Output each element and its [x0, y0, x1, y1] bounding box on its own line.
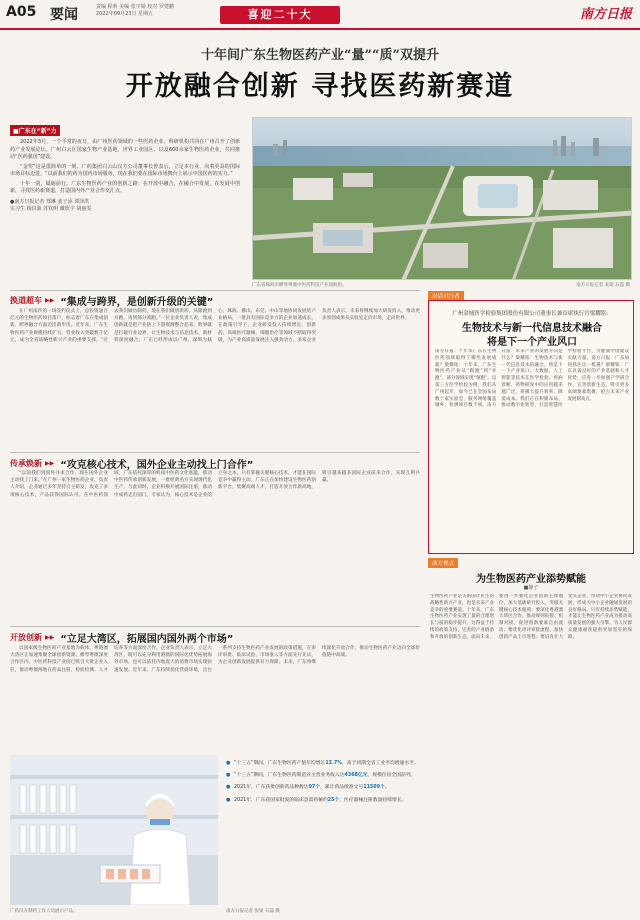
fact-text: ，累计药品批准文号: [320, 785, 364, 791]
interview-text: 南方日报：十年来广东在生物医药领域取得了哪些发展成就？梁耀铭：十年来，广东生物医药产业从“跟跑”到“并跑”，部分领域实现“领跑”。以第三方医学检验为例，我们从广州起步，如今已在全国布局数十家实验室，服务网络覆盖城乡，检测项目数千项。南方日报：未来产业的发展方向是什么？梁耀铭：生物技术与新一代信息技术的融合，将是下一个产业风口。大数据、人工智能等技术在医学检验、疾病诊断、药物研发中的应用越来越广泛，将极大提升效率、降低成本。我们正在积极布局，推动数字化转型，打造智慧医学检验平台，为健康中国建设贡献力量。南方日报：广东如何抓住这一机遇？梁耀铭：广东具备良好的产业基础和人才优势，应进一步加强产学研合作，完善创新生态，吸引更多高端要素集聚，抢占未来产业发展制高点。: [435, 349, 629, 409]
section-text: “以前我们到国外寻求合作，现在国外企业主动找上门来。”在广州一家生物医药企业，负责人介绍，企业通过多年坚持自主研发，攻克了多项核心技术，产品获得国际认可。在中医药领域，广东依托深厚的岭南中医药文化底蕴，推动中医药传承创新发展，一批经典名方实现现代化生产。与此同时，企业积极开展国际注册，推动中成药走出国门。专家认为，核心技术是企业的立身之本，只有掌握关键核心技术，才能在国际竞争中赢得主动。广东正在加快建设生物医药创新平台，集聚高端人才，打造开放合作新高地，吸引越来越多国际企业前来合作，实现互利共赢。: [10, 471, 420, 498]
commentary-author: ■静子: [523, 585, 539, 591]
interview-box: [428, 300, 634, 554]
interview-tag: 对话可行者: [428, 291, 464, 301]
arrow-icon: ▶▶: [45, 634, 55, 641]
headline-kicker: 十年间广东生物医药产业“量”“质”双提升: [201, 48, 439, 63]
meta-date: 2022年09月23日 星期五: [96, 11, 154, 17]
fact-highlight: 11509个: [363, 785, 385, 791]
section-body: [10, 645, 420, 750]
commentary-title: 为生物医药产业添势赋能: [476, 574, 586, 585]
section-title: “立足大湾区，拓展国内国外两个市场”: [60, 634, 234, 645]
fact-item: [226, 772, 422, 779]
byline: ●南方日报记者 郑琳 姜子添 谭泽洪 实习生 杨洪源 苏钦明 戴欣宇 胡丽雯: [10, 198, 92, 212]
arrow-icon: ▶▶: [45, 460, 55, 467]
aerial-photo-image: [253, 118, 632, 280]
interview-intro: 广州金域医学检验集团股份有限公司董事长兼首席执行官梁耀铭：: [452, 311, 612, 317]
fact-text: ，医疗器械注册数量持续增长。: [339, 797, 407, 803]
section-text: 以国家级生物医药产业基地为载体，粤港澳大湾区正加速集聚全球创新资源。横琴粤澳深度合作区内，中医药科技产业园已吸引大批企业入驻，推动粤澳两地在药品注册、检验检测、人才培养等方面深度合作。企业负责人表示，立足大湾区，既可以充分利用港澳的国际化优势拓展海外市场，也可以依托内地庞大的消费市场实现快速发展。近年来，广东持续优化营商环境，出台一系列支持生物医药产业发展的政策措施，在审评审批、临床试验、市场准入等方面先行先试，为企业创新发展提供有力保障。未来，广东将继续深化开放合作，推动生物医药产业迈向全球价值链中高端。: [10, 646, 420, 673]
meta-editors: 责编 程莉 美编 张宇婧 校对 罗建鹏: [96, 4, 174, 10]
commentary-text: 生物医药产业是关系国计民生的战略性新兴产业，也是未来产业竞争的重要赛道。十年来，广东生物医药产业实现了量的合理增长与质的稳步提升，这得益于持续的政策支持、完善的产业链条和开放的创新生态。面向未来，要进一步强化企业创新主体地位，加大基础研究投入，突破关键核心技术瓶颈；要深化粤港澳大湾区合作，推动规则衔接、机制对接，促进创新要素自由流动；要优化审评审批流程，加快创新产品上市进程；要培育壮大龙头企业，带动中小企业协同发展，形成大中小企业融通发展的良好格局。只有持续添势赋能，才能让生物医药产业成为推动高质量发展的强大引擎，为人民群众健康福祉提供更加坚实的保障。: [430, 594, 632, 640]
photo-caption: 广东省珠海市横琴粤澳中医药科技产业园航拍。: [252, 283, 347, 288]
section-number: A05: [6, 4, 37, 20]
fact-text: ，规模位居全国前列。: [367, 773, 416, 779]
section-text: 在广州南沙的一场签约仪式上，总投资逾百亿元的生物医药项目落户，标志着广东在集成创新、跨界融合方面迈出新步伐。近年来，广东生物医药产业规模持续扩大，营业收入突破数千亿元，成为全省战略性新兴产业的重要支撑。“过去我们做仿制药，现在我们做创新药，从跟跑到并跑，再到部分领跑。”一位企业负责人说，集成创新就是把产业链上下游资源整合起来，跨界就是打破行业边界，让生物技术与信息技术、新材料深度融合。广东已经形成以广州、深圳为核心，珠海、佛山、东莞、中山等地协同发展的产业格局，一批具有国际竞争力的企业加速成长。在政策引导下，企业研发投入持续增长，创新药、高端医疗器械、细胞治疗等领域不断取得突破，为产业高质量发展注入强劲动力。多家企业负责人表示，未来将继续加大研发投入，推动更多原创成果从实验室走向市场，走向世界。: [10, 309, 420, 343]
section-tag: 换道超车: [10, 296, 42, 305]
fact-highlight: 13.7%: [325, 761, 342, 766]
banner-label: 喜迎二十大: [220, 6, 340, 24]
arrow-icon: ▶▶: [45, 297, 55, 304]
newspaper-logo: 南方日报: [579, 7, 632, 22]
divider: [10, 626, 420, 627]
fact-item: [226, 760, 422, 767]
lead-paragraph: “金奖”这是很简单的一刻。广药集团白云山汉方公司董事长曾表示，立足本行业，向着更高的国际市场目标迈进。“以前我们的药为国内市场服务，现在我们要在国际市场舞台上展示中国医药的实力。”: [10, 163, 240, 177]
masthead-meta: [96, 4, 174, 18]
interview-title: 将是下一个产业风口: [487, 337, 577, 348]
fact-text: “十三五”期间，广东生物医药制造业主营业务收入达: [234, 773, 345, 779]
fact-highlight: 25个: [327, 797, 340, 803]
commentary-tag: 南方视点: [428, 558, 458, 568]
photo-credit: 南方日报记者 张梁 石磊 摄: [576, 283, 630, 288]
fact-item: [226, 784, 422, 791]
fact-text: 2021年，广东获国家批复的临床急需药械约: [234, 797, 328, 803]
page-headline: 开放融合创新 寻找医药新赛道: [125, 71, 515, 102]
facts-list: [226, 760, 422, 809]
section-tag: 开放创新: [10, 633, 42, 642]
section-heading: [10, 293, 213, 308]
section-heading: [10, 456, 253, 471]
fact-highlight: 4368亿元: [344, 773, 368, 779]
section-heading: [10, 630, 233, 645]
column-tag: ■广东在“新”力: [10, 125, 60, 136]
fact-item: [226, 797, 422, 804]
footer-credit: 南方日报记者 张梁 石磊 摄: [226, 909, 280, 914]
section-body: [10, 308, 420, 448]
fact-highlight: 97个: [308, 785, 321, 791]
section-name: 要闻: [50, 7, 78, 23]
section-title: “攻克核心技术，国外企业主动找上门合作”: [60, 460, 254, 471]
masthead: [0, 0, 640, 30]
fact-text: ，高于同期全省工业平均增速水平。: [341, 761, 419, 766]
aerial-photo: [252, 117, 632, 280]
lead-paragraph: 2022年3月，一个平常的夜日，由广州医药领域的一些医药企业、科研机构共同在广州召开了创新药产业发展论坛。广州白云区国家生物产业基地，世界工业园区、以及600余家生物医药企业，共同推动“医药强国”建设。: [10, 139, 240, 160]
fact-text: 2021年，广东获批创新药品种数达: [234, 785, 309, 791]
lead-paragraph: 十年一剑，砥砺前行。广东生物医药产业的创新之路：在开放中融合，在融合中发展，在发展中创新，寻找医药新赛道，打造国内外产业合作交汇点。: [10, 180, 240, 194]
lead-article: [10, 118, 240, 213]
section-tag: 传承焕新: [10, 459, 42, 468]
lab-photo-image: [10, 755, 218, 905]
fact-text: 。: [384, 785, 390, 791]
section-body: [10, 470, 420, 620]
fact-text: “十三五”期间，广东生物医药产值年均增长: [234, 761, 326, 766]
interview-title: 生物技术与新一代信息技术融合: [462, 323, 602, 334]
section-title: “集成与跨界，是创新升级的关键”: [60, 297, 214, 308]
lab-photo: [10, 755, 218, 905]
divider: [10, 290, 420, 291]
lab-photo-caption: 广药汉方制药工作人员展示产品。: [10, 909, 78, 914]
divider: [10, 452, 420, 453]
